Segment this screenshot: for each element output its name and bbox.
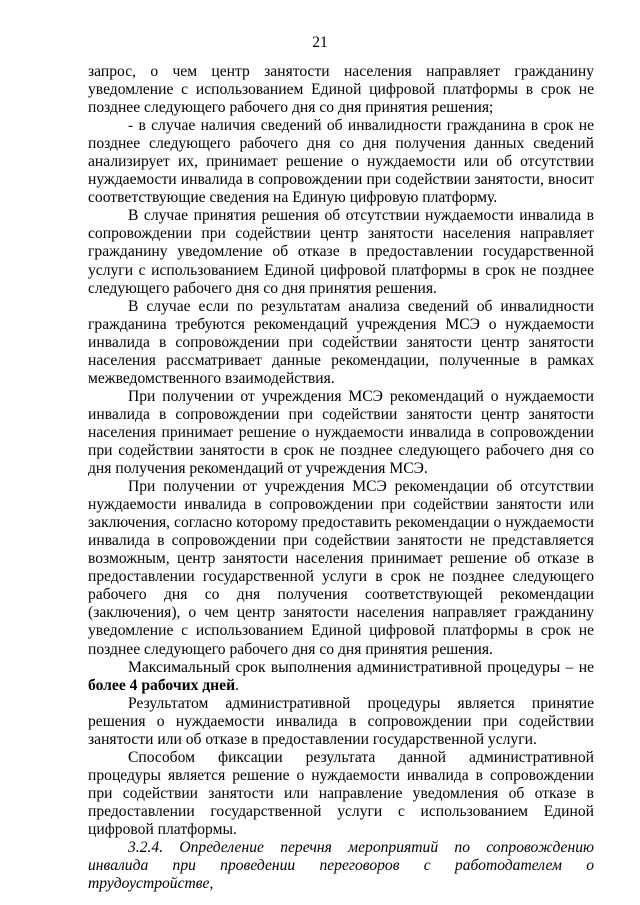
paragraph-7-tail: .: [235, 676, 239, 694]
paragraph-9: Способом фиксации результата данной административной процедуры является решение о нуждаемости инвалида в сопровождении при содействии занятости или направление уведомления об отказе в предоставлении государственной услуги с использованием Единой цифровой платформы.: [88, 748, 594, 838]
page-number: 21: [312, 34, 328, 51]
body-text: [88, 63, 594, 893]
paragraph-6: При получении от учреждения МСЭ рекомендации об отсутствии нуждаемости инвалида в сопровождении при содействии занятости или заключения, согласно которому предоставить рекомендации о нуждаемости инвалида в сопровождении при содействии занятости не представляется возможным, центр занятости населения принимает решение об отказе в предоставлении государственной услуги в срок не позднее следующего рабочего дня со дня получения соответствующей рекомендации (заключения), о чем центр занятости населения направляет гражданину уведомление с использованием Единой цифровой платформы в срок не позднее следующего рабочего дня со дня принятия решения.: [88, 478, 594, 658]
paragraph-1: запрос, о чем центр занятости населения направляет гражданину уведомление с использованием Единой цифровой платформы в срок не позднее следующего рабочего дня со дня принятия решения;: [88, 63, 594, 117]
deadline-emphasis: более 4 рабочих дней: [88, 676, 236, 694]
paragraph-4: В случае если по результатам анализа сведений об инвалидности гражданина требуются рекомендаций учреждения МСЭ о нуждаемости инвалида в сопровождении при содействии занятости центр занятости населения рассматривает данные рекомендации, полученные в рамках межведомственного взаимодействия.: [88, 297, 594, 387]
paragraph-2: - в случае наличия сведений об инвалидности гражданина в срок не позднее следующего рабочего дня со дня получения данных сведений анализирует их, принимает решение о нуждаемости или об отсутствии нуждаемости инвалида в сопровождении при содействии занятости, вносит соответствующие сведения на Единую цифровую платформу.: [88, 117, 594, 207]
paragraph-7-text: Максимальный срок выполнения административной процедуры – не: [128, 658, 594, 676]
section-heading-3-2-4: 3.2.4. Определение перечня мероприятий по сопровождению инвалида при проведении переговоров с работодателем о трудоустройстве,: [88, 839, 594, 893]
paragraph-3: В случае принятия решения об отсутствии нуждаемости инвалида в сопровождении при содействии центр занятости населения направляет гражданину уведомление об отказе в предоставлении государственной услуги с использованием Единой цифровой платформы в срок не позднее следующего рабочего дня со дня принятия решения.: [88, 207, 594, 297]
paragraph-5: При получении от учреждения МСЭ рекомендаций о нуждаемости инвалида в сопровождении при содействии занятости центр занятости населения принимает решение о нуждаемости инвалида в сопровождении при содействии занятости в срок не позднее следующего рабочего дня со дня получения рекомендаций от учреждения МСЭ.: [88, 387, 594, 478]
paragraph-7: [88, 659, 594, 695]
paragraph-8: Результатом административной процедуры является принятие решения о нуждаемости инвалида в сопровождении при содействии занятости или об отказе в предоставлении государственной услуги.: [88, 694, 594, 748]
